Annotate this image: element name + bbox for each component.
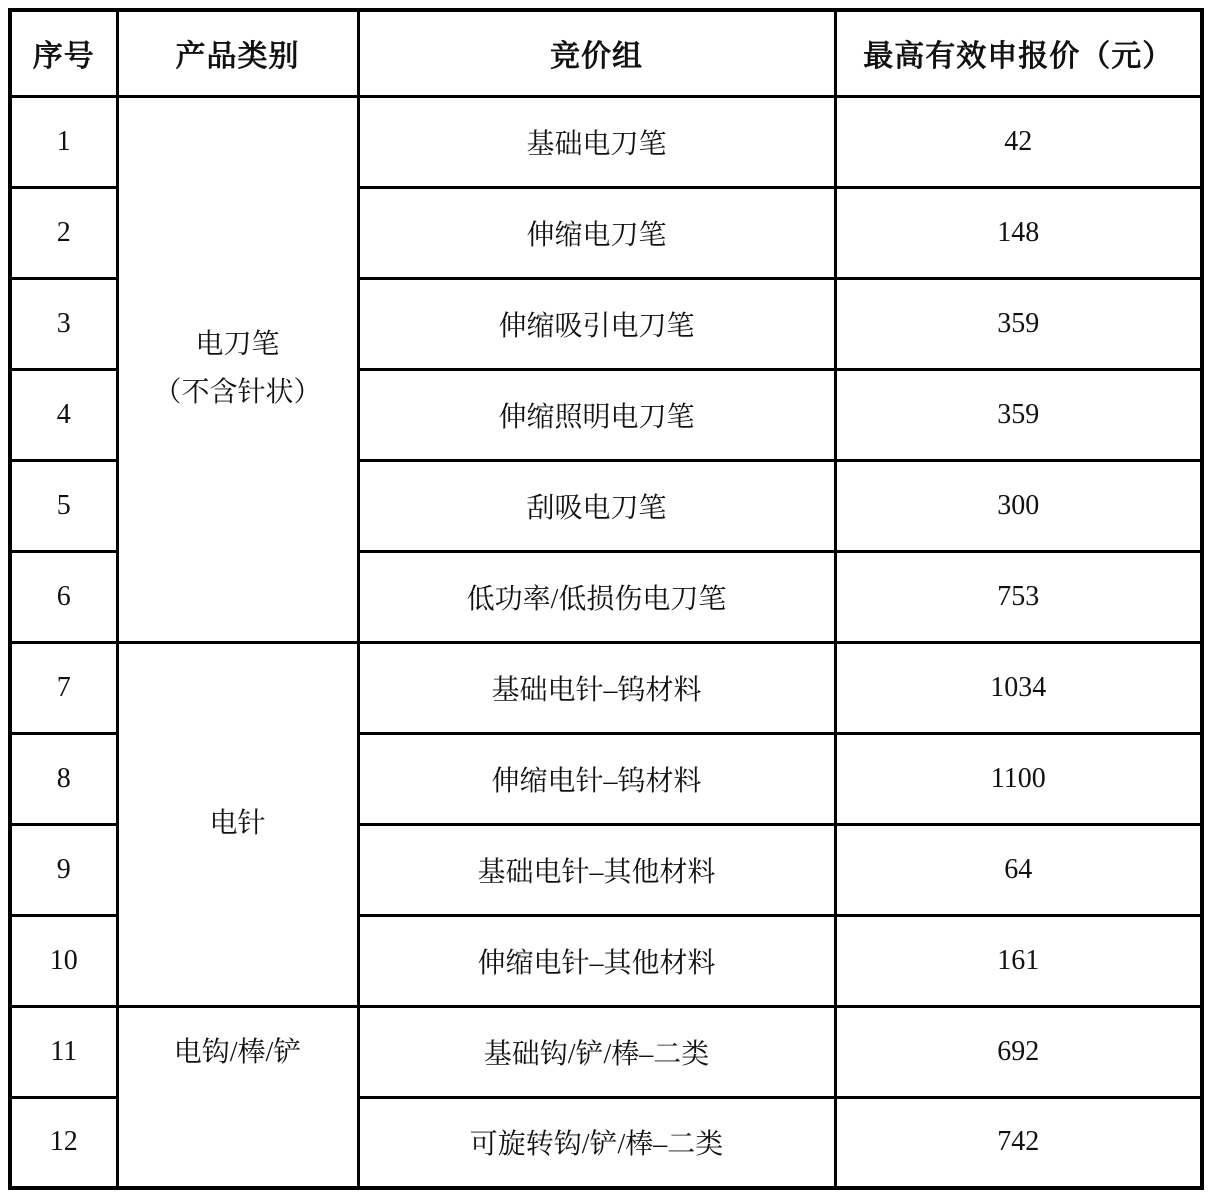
category-cell-electric-needle: 电针	[117, 642, 358, 1006]
header-row	[10, 10, 1202, 96]
max-price-cell: 161	[835, 915, 1202, 1006]
table-row	[10, 96, 1202, 187]
bidding-price-table	[8, 8, 1204, 1190]
header-bidding-group: 竞价组	[358, 10, 835, 96]
category-label: 电钩/棒/铲	[173, 1037, 302, 1069]
max-price-cell: 359	[835, 369, 1202, 460]
header-max-valid-price: 最高有效申报价（元）	[835, 10, 1202, 96]
table-row	[10, 1006, 1202, 1097]
row-number-cell: 6	[10, 551, 117, 642]
row-number-cell: 5	[10, 460, 117, 551]
table-row	[10, 642, 1202, 733]
bidding-group-cell: 可旋转钩/铲/棒–二类	[358, 1097, 835, 1188]
bidding-group-cell: 低功率/低损伤电刀笔	[358, 551, 835, 642]
max-price-cell: 148	[835, 187, 1202, 278]
row-number-cell: 11	[10, 1006, 117, 1097]
max-price-cell: 692	[835, 1006, 1202, 1097]
row-number-cell: 4	[10, 369, 117, 460]
max-price-cell: 753	[835, 551, 1202, 642]
row-number-cell: 10	[10, 915, 117, 1006]
row-number-cell: 7	[10, 642, 117, 733]
max-price-cell: 742	[835, 1097, 1202, 1188]
row-number-cell: 12	[10, 1097, 117, 1188]
row-number-cell: 1	[10, 96, 117, 187]
bidding-group-cell: 伸缩照明电刀笔	[358, 369, 835, 460]
bidding-group-cell: 刮吸电刀笔	[358, 460, 835, 551]
bidding-group-cell: 伸缩吸引电刀笔	[358, 278, 835, 369]
max-price-cell: 359	[835, 278, 1202, 369]
category-cell-electric-hook-rod-spade	[117, 1006, 358, 1188]
bidding-group-cell: 伸缩电刀笔	[358, 187, 835, 278]
header-product-category: 产品类别	[117, 10, 358, 96]
category-label-line1: 电刀笔	[195, 329, 280, 361]
row-number-cell: 3	[10, 278, 117, 369]
row-number-cell: 9	[10, 824, 117, 915]
bidding-group-cell: 基础电刀笔	[358, 96, 835, 187]
max-price-cell: 64	[835, 824, 1202, 915]
category-label-line2: （不含针状）	[153, 377, 322, 408]
row-number-cell: 2	[10, 187, 117, 278]
max-price-cell: 300	[835, 460, 1202, 551]
bidding-group-cell: 基础电针–钨材料	[358, 642, 835, 733]
row-number-cell: 8	[10, 733, 117, 824]
max-price-cell: 1034	[835, 642, 1202, 733]
max-price-cell: 1100	[835, 733, 1202, 824]
bidding-group-cell: 基础钩/铲/棒–二类	[358, 1006, 835, 1097]
bidding-group-cell: 基础电针–其他材料	[358, 824, 835, 915]
max-price-cell: 42	[835, 96, 1202, 187]
bidding-group-cell: 伸缩电针–钨材料	[358, 733, 835, 824]
header-seq-no: 序号	[10, 10, 117, 96]
bidding-group-cell: 伸缩电针–其他材料	[358, 915, 835, 1006]
category-cell-electric-knife-pen	[117, 96, 358, 642]
